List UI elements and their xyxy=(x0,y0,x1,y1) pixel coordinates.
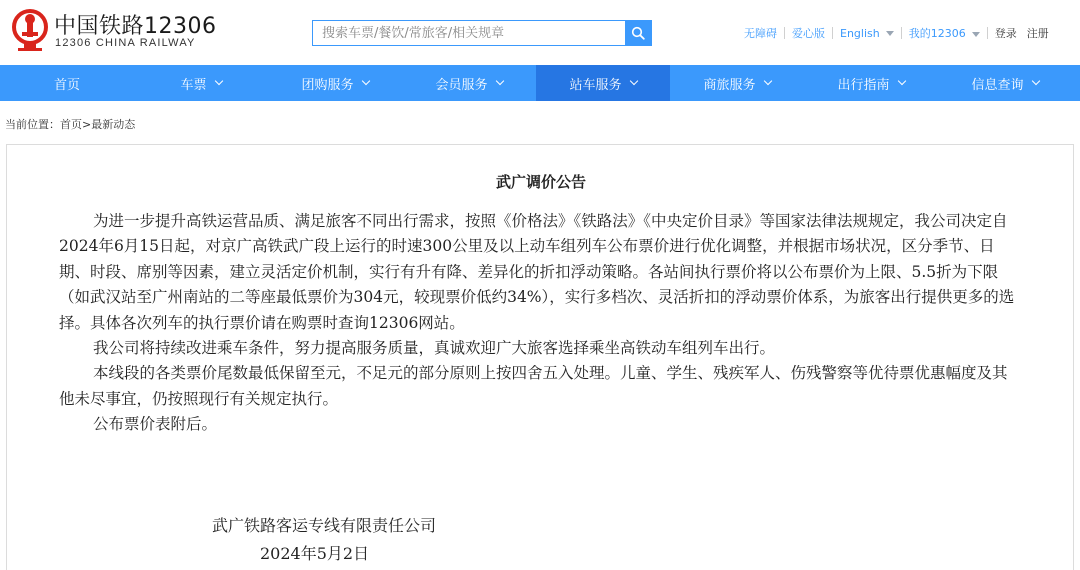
top-links xyxy=(744,25,1049,41)
chevron-down-icon xyxy=(972,32,980,37)
chevron-down-icon xyxy=(495,77,503,85)
nav-label: 会员服务 xyxy=(435,77,488,93)
chevron-down-icon xyxy=(1031,77,1039,85)
railway-logo-icon[interactable] xyxy=(10,8,50,52)
chevron-down-icon xyxy=(897,77,905,85)
chevron-down-icon xyxy=(629,77,637,85)
nav-label: 站车服务 xyxy=(569,77,622,93)
notice-paragraph: 公布票价表附后。 xyxy=(93,415,218,434)
breadcrumb xyxy=(5,116,135,132)
nav-label: 商旅服务 xyxy=(703,77,756,93)
chevron-down-icon xyxy=(763,77,771,85)
search-icon xyxy=(631,26,645,40)
main-nav xyxy=(0,65,1080,101)
breadcrumb-current[interactable]: 最新动态 xyxy=(91,118,136,131)
nav-label: 信息查询 xyxy=(971,77,1024,93)
language-dropdown[interactable] xyxy=(840,27,894,40)
nav-item-group-service[interactable] xyxy=(268,65,402,101)
issue-date: 2024年5月2日 xyxy=(260,544,370,563)
notice-paragraph: 本线段的各类票价尾数最低保留至元，不足元的部分原则上按四舍五入处理。儿童、学生、残疾军人、伤残警察等优待票优惠幅度及其他未尽事宜，仍按照现行有关规定执行。 xyxy=(59,364,1008,408)
divider xyxy=(784,27,785,39)
my12306-label: 我的12306 xyxy=(908,27,966,40)
divider xyxy=(901,27,902,39)
nav-label: 车票 xyxy=(180,77,207,93)
language-label: English xyxy=(840,26,880,40)
search-button[interactable] xyxy=(625,21,651,45)
my12306-dropdown[interactable] xyxy=(909,25,980,41)
nav-label: 团购服务 xyxy=(301,77,354,93)
login-link[interactable]: 登录 xyxy=(994,27,1017,40)
nav-label: 出行指南 xyxy=(837,77,890,93)
chevron-down-icon xyxy=(886,31,894,36)
search-input[interactable] xyxy=(313,21,626,45)
brand-name[interactable]: 中国铁路12306 xyxy=(54,14,217,39)
care-mode-link[interactable]: 爱心版 xyxy=(792,27,825,40)
brand-subtitle: 12306 CHINA RAILWAY xyxy=(55,37,196,49)
nav-item-travel-guide[interactable] xyxy=(804,65,938,101)
notice-panel xyxy=(6,144,1074,570)
issuer-company: 武广铁路客运专线有限责任公司 xyxy=(212,516,437,535)
breadcrumb-prefix: 当前位置： xyxy=(5,118,60,131)
divider xyxy=(832,27,833,39)
nav-label: 首页 xyxy=(53,77,80,93)
chevron-down-icon xyxy=(361,77,369,85)
nav-item-member-service[interactable] xyxy=(402,65,536,101)
search-box xyxy=(312,20,652,46)
divider xyxy=(987,27,988,39)
notice-body xyxy=(59,209,1019,438)
chevron-down-icon xyxy=(214,77,222,85)
nav-item-info-query[interactable] xyxy=(938,65,1072,101)
breadcrumb-home-link[interactable]: 首页 xyxy=(60,118,82,131)
accessibility-link[interactable]: 无障碍 xyxy=(744,27,777,40)
register-link[interactable]: 注册 xyxy=(1026,27,1049,40)
notice-paragraph: 我公司将持续改进乘车条件，努力提高服务质量，真诚欢迎广大旅客选择乘坐高铁动车组列车出行。 xyxy=(93,339,776,358)
breadcrumb-separator: > xyxy=(82,118,92,131)
site-header xyxy=(0,0,1080,65)
nav-item-tickets[interactable] xyxy=(134,65,268,101)
nav-item-home[interactable] xyxy=(0,65,134,101)
notice-paragraph: 为进一步提升高铁运营品质、满足旅客不同出行需求，按照《价格法》《铁路法》《中央定价目录》等国家法律法规规定，我公司决定自2024年6月15日起，对京广高铁武广段上运行的时速300公里及以上动车组列车公布票价进行优化调整，并根据市场状况，区分季节、日期、时段、席别等因素，建立灵活定价机制，实行有升有降、差异化的折扣浮动策略。各站间执行票价将以公布票价为上限、5.5折为下限（如武汉站至广州南站的二等座最低票价为304元，较现票价低约34%），实行多档次、灵活折扣的浮动票价体系，为旅客出行提供更多的选择。具体各次列车的执行票价请在购票时查询12306网站。 xyxy=(59,212,1015,332)
nav-item-business-service[interactable] xyxy=(670,65,804,101)
nav-item-station-service[interactable] xyxy=(536,65,670,101)
notice-title: 武广调价公告 xyxy=(495,173,586,191)
